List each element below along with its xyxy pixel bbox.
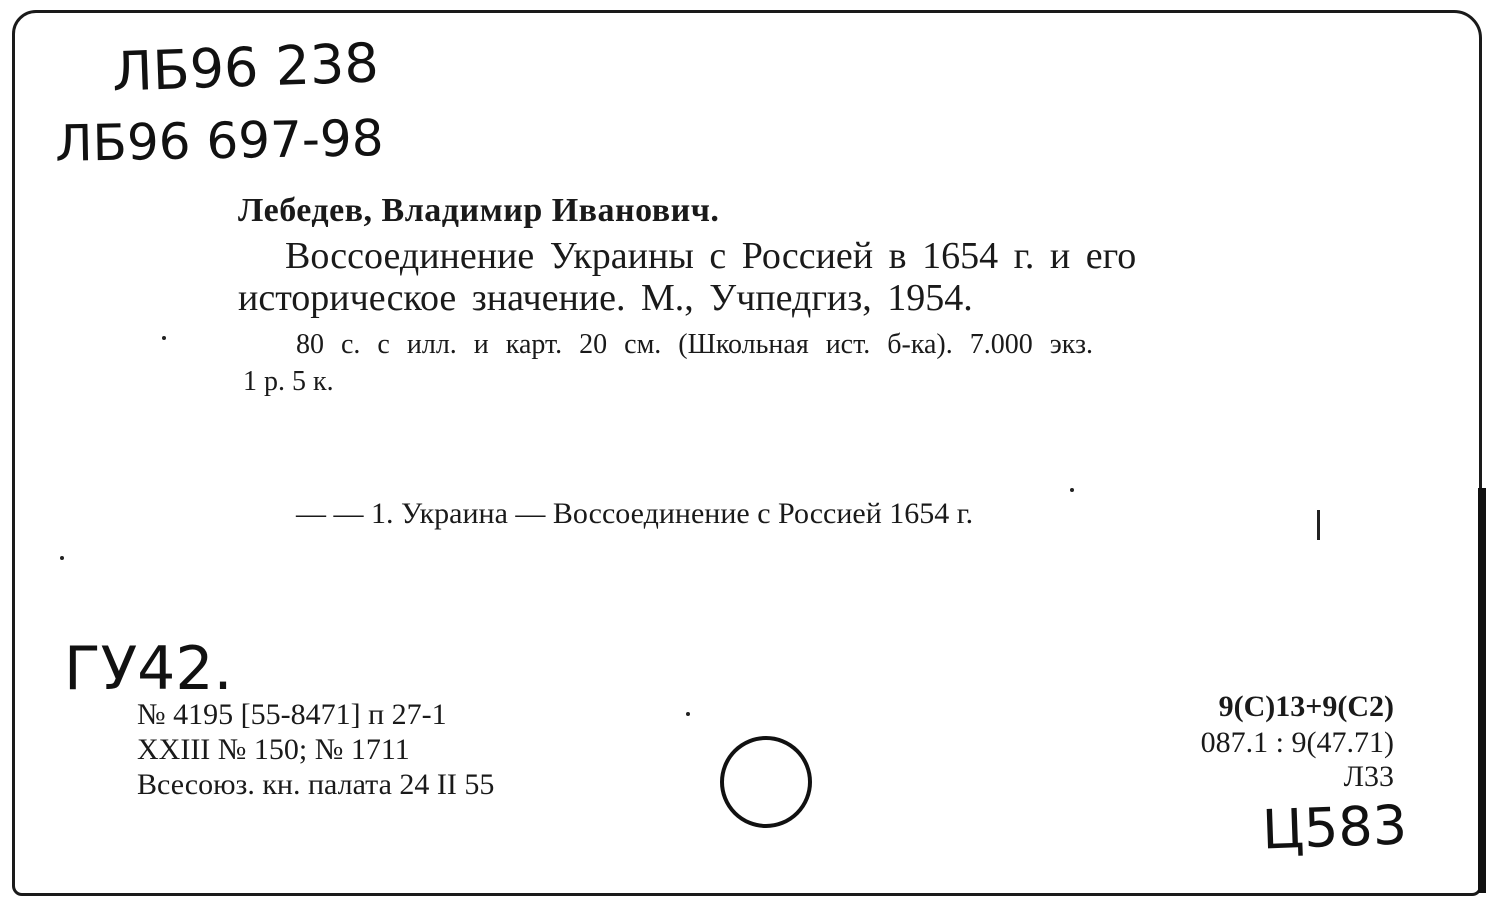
subject-heading: — — 1. Украина — Воссоединение с Россией 1654 г. <box>296 497 974 530</box>
title-line-1: Воссоединение Украины с Россией в 1654 г. и его <box>285 235 1137 277</box>
ink-speck <box>1070 488 1074 492</box>
card-edge-shadow <box>1478 488 1486 893</box>
shelfmark-handwritten-2: ЛБ96 697-98 <box>54 109 384 173</box>
ink-speck <box>60 556 64 560</box>
ink-speck <box>686 712 690 716</box>
chamber-stamp-line: Всесоюз. кн. палата 24 II 55 <box>137 768 495 801</box>
physical-description-line-1: 80 с. с илл. и карт. 20 см. (Школьная ист. б-ка). 7.000 экз. <box>296 329 1094 360</box>
ink-speck <box>1317 510 1320 540</box>
author-heading: Лебедев, Владимир Иванович. <box>238 192 720 229</box>
ink-speck <box>162 336 166 340</box>
handwritten-code: ГУ42. <box>64 634 233 704</box>
classification-index-2: 087.1 : 9(47.71) <box>1200 726 1394 759</box>
handwritten-number: Ц583 <box>1260 793 1409 862</box>
shelfmark-handwritten-1: ЛБ96 238 <box>110 31 380 104</box>
price-line: 1 р. 5 к. <box>243 366 334 397</box>
record-registry-line: XXIII № 150; № 1711 <box>137 733 410 766</box>
classification-index-1: 9(С)13+9(С2) <box>1218 690 1394 723</box>
record-number-line: № 4195 [55-8471] п 27-1 <box>137 698 447 731</box>
hole-circle <box>720 736 812 828</box>
author-mark: Л33 <box>1343 760 1394 793</box>
title-line-2: историческое значение. М., Учпедгиз, 1954. <box>238 277 973 319</box>
